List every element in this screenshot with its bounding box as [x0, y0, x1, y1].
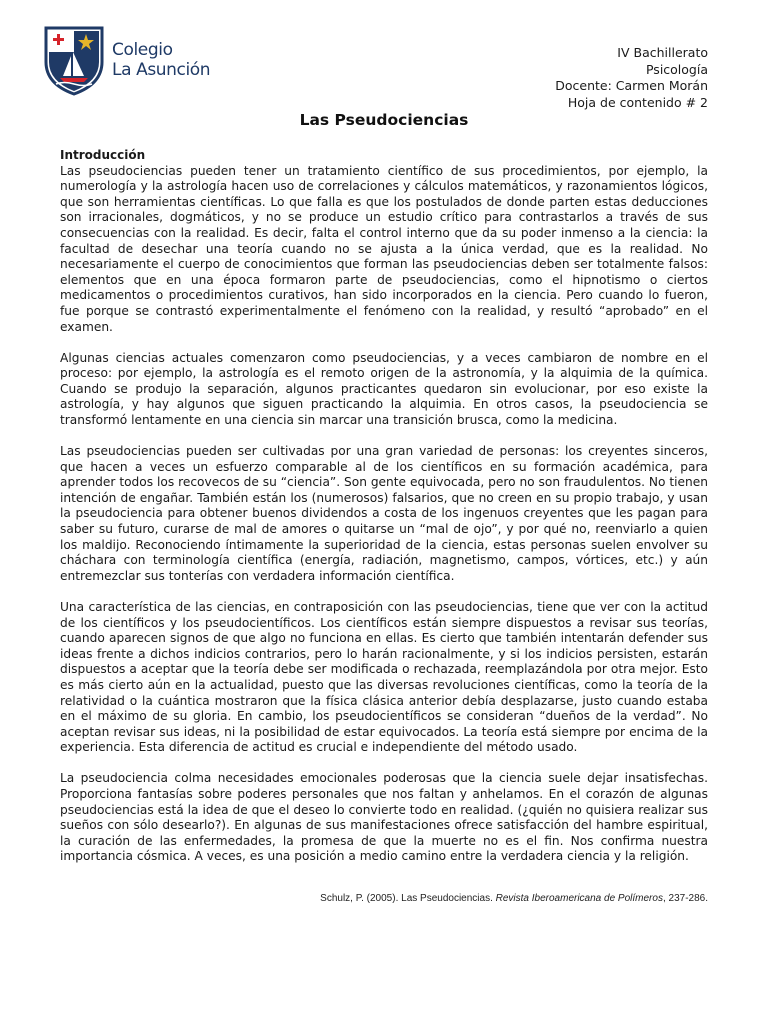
paragraph-4: Una característica de las ciencias, en contraposición con las pseudociencias, tiene que ver con la actitud de los científicos y los pseudocientíficos. Los científicos están siempre dispuestos a revisar sus teorías, cuando aparecen signos de que algo no funciona en ellas. Es cierto que también intentarán defender sus ideas frente a dichos indicios contrarios, pero lo harán racionalmente, y si los indicios persisten, estarán dispuestos a aceptar que la teoría debe ser modificada o rechazada, reemplazándola por otra mejor. Esto es más cierto aún en la actualidad, puesto que las diversas revoluciones científicas, como la teoría de la relatividad o la cuántica mostraron que la física clásica anterior debía desplazarse, justo cuando estaba en el máximo de su gloria. En cambio, los pseudocientíficos se consideran “dueños de la verdad”. No aceptan revisar sus ideas, ni la posibilidad de estar equivocados. La teoría está siempre por encima de la experiencia. Esta diferencia de actitud es crucial e independiente del método usado.	[60, 599, 708, 755]
citation-prefix: Schulz, P. (2005). Las Pseudociencias.	[320, 893, 496, 904]
paragraph-1: Las pseudociencias pueden tener un tratamiento científico de sus procedimientos, por ejemplo, la numerología y la astrología hacen uso de correlaciones y cálculos matemáticos, y razonamientos lógicos, que son herramientas científicas. Lo que falla es que los postulados de donde parten estas deducciones son irracionales, dogmáticos, y no se produce un estudio crítico para contrastarlos a través de sus consecuencias con la realidad. Es decir, falta el control interno que da su poder inmenso a la ciencia: la facultad de desechar una teoría cuando no se ajusta a la única verdad, que es la realidad. No necesariamente el cuerpo de conocimientos que forman las pseudociencias deben ser totalmente falsos: elementos que en una época formaron parte de pseudociencias, como el hipnotismo o ciertos medicamentos o procedimientos curativos, han sido incorporados en la ciencia. Pero cuando lo fueron, fue porque se contrastó experimentalmente el fenómeno con la realidad, y resultó “aprobado” en el examen.	[60, 163, 708, 334]
logo-line-1: Colegio	[112, 40, 173, 60]
paragraph-5: La pseudociencia colma necesidades emocionales poderosas que la ciencia suele dejar insatisfechas. Proporciona fantasías sobre poderes personales que nos faltan y anhelamos. En el corazón de algunas pseudociencias está la idea de que el deseo lo convierte todo en realidad. (¿quién no quisiera realizar sus sueños con sólo desearlo?). En algunas de sus manifestaciones ofrece satisfacción del hambre espiritual, la curación de las enfermedades, la promesa de que la muerte no es el fin. Nos confirma nuestra importancia cósmica. A veces, es una posición a medio camino entre la verdadera ciencia y la religión.	[60, 771, 708, 864]
header-info	[448, 45, 708, 111]
section-heading: Introducción	[60, 148, 146, 162]
logo-wordmark	[112, 40, 210, 80]
header-grade: IV Bachillerato	[617, 45, 708, 60]
header-teacher: Docente: Carmen Morán	[555, 78, 708, 93]
document-body	[60, 148, 708, 880]
school-logo	[42, 22, 217, 98]
page-title: Las Pseudociencias	[299, 111, 469, 129]
paragraph-2: Algunas ciencias actuales comenzaron como pseudociencias, y a veces cambiaron de nombre en el proceso: por ejemplo, la astrología es el remoto origen de la astronomía, y la alquimia de la química. Cuando se produjo la separación, algunos practicantes quedaron sin evolucionar, por eso existe la astrología, y hay algunos que siguen practicando la alquimia. En otros casos, la pseudociencia se transformó lentamente en una ciencia sin marcar una transición brusca, como la medicina.	[60, 350, 708, 427]
citation	[108, 893, 708, 904]
citation-suffix: , 237-286.	[662, 893, 708, 904]
shield-crest-icon	[42, 22, 106, 96]
logo-line-2: La Asunción	[112, 60, 211, 80]
paragraph-3: Las pseudociencias pueden ser cultivadas por una gran variedad de personas: los creyentes sinceros, que hacen a veces un esfuerzo comparable al de los científicos en su formación académica, para aprender todos los recovecos de su “ciencia”. Son gente equivocada, pero no son fraudulentos. No tienen intención de engañar. También están los (numerosos) falsarios, que no creen en su propio trabajo, y usan la pseudociencia para obtener buenos dividendos a costa de los ingenuos creyentes que les pagan para saber su futuro, curarse de mal de amores o quitarse un “mal de ojo”, y por qué no, reenviarlo a quien los maldijo. Reconociendo íntimamente la superioridad de la ciencia, estas personas suelen envolver su cháchara con terminología científica (energía, radiación, magnetismo, campos, vórtices, etc.) y aún entremezclar sus tonterías con verdadera información científica.	[60, 444, 708, 583]
citation-journal: Revista Iberoamericana de Polímeros	[495, 893, 663, 904]
header-sheet-number: Hoja de contenido # 2	[567, 94, 708, 110]
header-subject: Psicología	[645, 61, 708, 77]
